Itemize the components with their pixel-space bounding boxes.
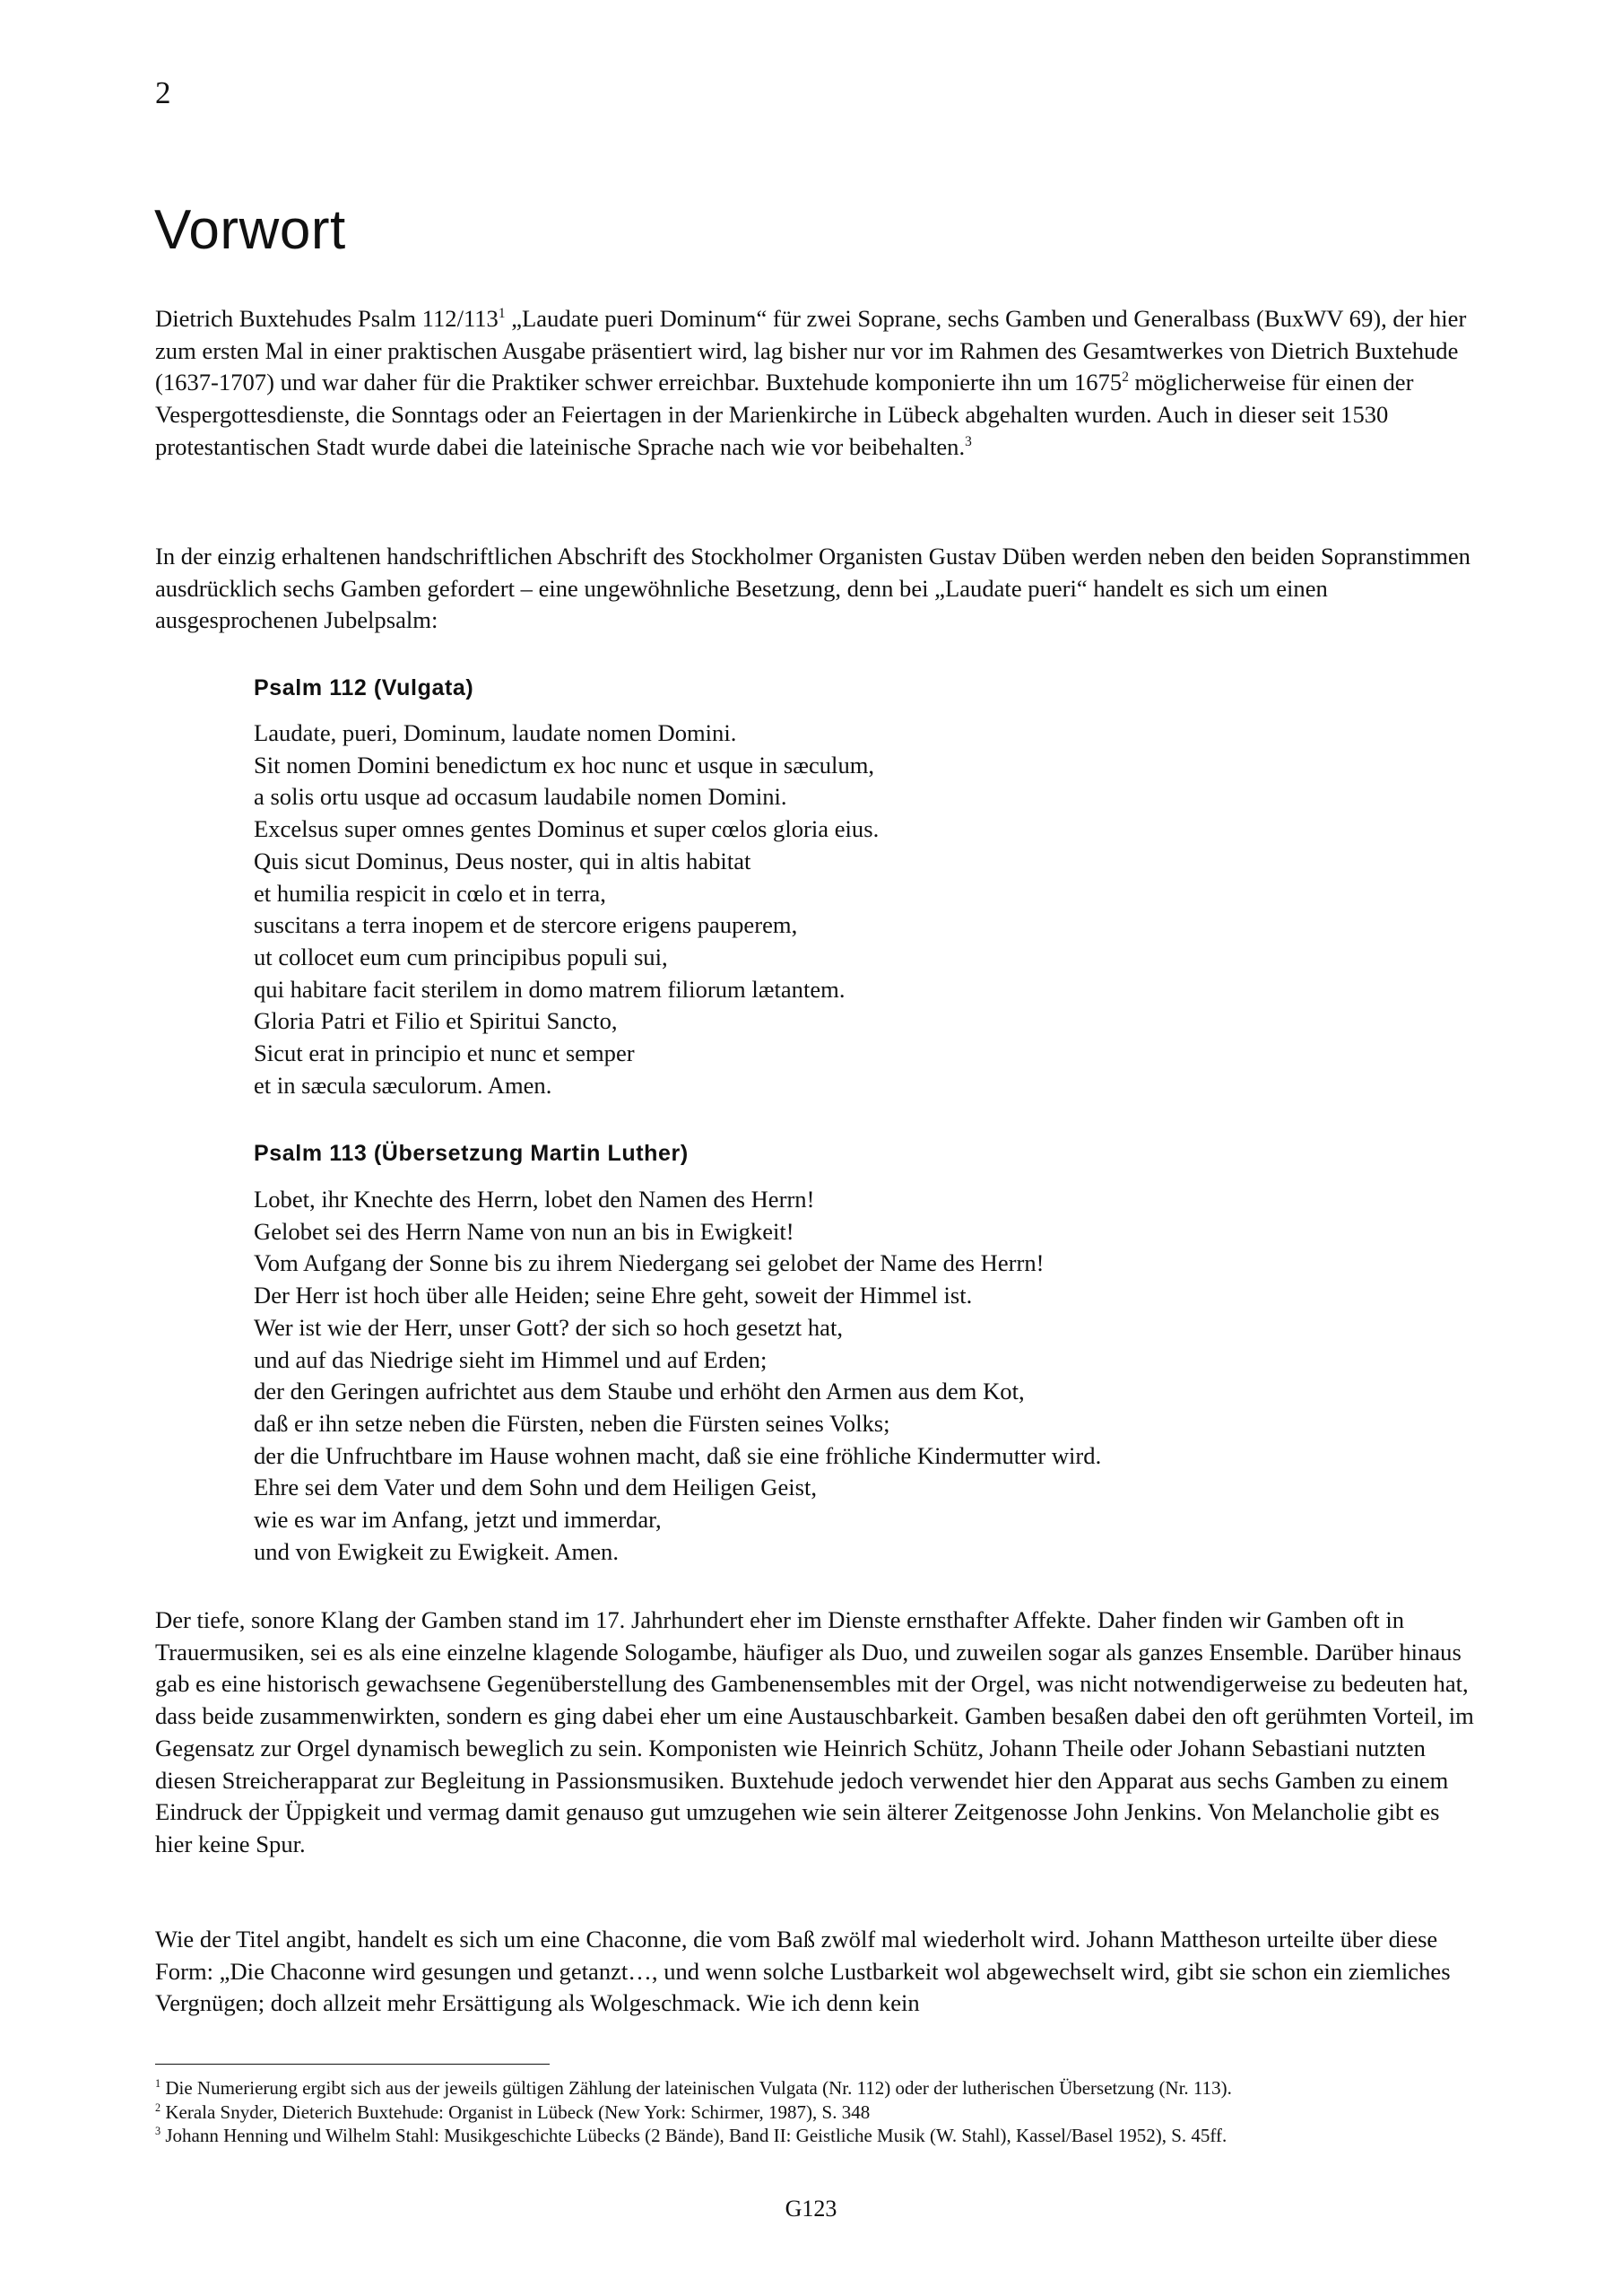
paragraph-gamben: Der tiefe, sonore Klang der Gamben stand im 17. Jahrhundert eher im Dienste ernsthafter Affekte. Daher finden wir Gamben oft in Trauermusiken, sei es als eine einzelne klagende Sologambe, häufiger als Duo, und zuweilen sogar als ganzes Ensemble. Darüber hinaus gab es eine historisch gewachsene Gegenüberstellung des Gambenensembles mit der Orgel, was nicht notwendigerweise zu bedeuten hat, dass beide zusammenwirkten, sondern es ging dabei eher um eine Austauschbarkeit. Gamben besaßen dabei den oft gerühmten Vorteil, im Gegensatz zur Orgel dynamisch beweglich zu sein. Komponisten wie Heinrich Schütz, Johann Theile oder Johann Sebastiani nutzten diesen Streicherapparat zur Begleitung in Passionsmusiken. Buxtehude jedoch verwendet hier den Apparat aus sechs Gamben zu einem Eindruck der Üppigkeit und vermag damit genauso gut umzugehen wie sein älterer Zeitgenosse John Jenkins. Von Melancholie gibt es hier keine Spur. [155,1606,1474,1857]
footnote-text: Kerala Snyder, Dieterich Buxtehude: Organist in Lübeck (New York: Schirmer, 1987), S. 348 [160,2100,871,2123]
verse-line: und auf das Niedrige sieht im Himmel und auf Erden; [254,1345,768,1373]
footnote-item [155,2076,1482,2100]
verse-line: ut collocet eum cum principibus populi sui, [254,943,668,970]
verse-line: Quis sicut Dominus, Deus noster, qui in altis habitat [254,847,751,874]
verse-line: Der Herr ist hoch über alle Heiden; seine Ehre geht, soweit der Himmel ist. [254,1282,973,1309]
publication-code: G123 [785,2196,837,2222]
verse-line: Wer ist wie der Herr, unser Gott? der sich so hoch gesetzt hat, [254,1313,843,1341]
footnote-ref-1: 1 [498,306,506,322]
paragraph-intro-part-3: möglicherweise für einen der Vespergottesdienste, die Sonntags oder an Feiertagen in der Marienkirche in Lübeck abgehalten wurden. Auch in dieser seit 1530 protestantischen Stadt wurde dabei die lateinische Sprache nach wie vor beibehalten. [155,369,1414,460]
psalm-112-heading: Psalm 112 (Vulgata) [254,675,474,700]
verse-line: der die Unfruchtbare im Hause wohnen macht, daß sie eine fröhliche Kindermutter wird. [254,1441,1102,1469]
page-title: Vorwort [154,199,346,261]
paragraph-intro [155,303,1482,464]
footnote-ref-3: 3 [965,433,972,449]
footnotes [155,2076,1482,2148]
verse-line: daß er ihn setze neben die Fürsten, neben die Fürsten seines Volks; [254,1409,890,1437]
verse-line: et humilia respicit in cœlo et in terra, [254,879,606,907]
psalm-113-heading: Psalm 113 (Übersetzung Martin Luther) [254,1141,689,1166]
footnote-item [155,2124,1482,2148]
verse-line: qui habitare facit sterilem in domo matrem filiorum lætantem. [254,975,846,1003]
verse-line: Lobet, ihr Knechte des Herrn, lobet den Namen des Herrn! [254,1186,815,1213]
verse-line: Laudate, pueri, Dominum, laudate nomen Domini. [254,719,737,746]
footnote-divider [155,2064,550,2065]
verse-line: Vom Aufgang der Sonne bis zu ihrem Niedergang sei gelobet der Name des Herrn! [254,1249,1045,1277]
psalm-113-text [254,1184,1101,1568]
psalm-112-text [254,718,879,1101]
paragraph-intro-part-2: „Laudate pueri Dominum“ für zwei Soprane, sechs Gamben und Generalbass (BuxWV 69), der hier zum ersten Mal in einer praktischen Ausgabe präsentiert wird, lag bisher nur vor im Rahmen des Gesamtwerkes von Dietrich Buxtehude (1637-1707) und war daher für die Praktiker schwer erreichbar. Buxtehude komponierte ihn um 1675 [155,305,1467,396]
footnote-mark: 2 [155,2100,161,2114]
footnote-text: Die Numerierung ergibt sich aus der jeweils gültigen Zählung der lateinischen Vulgata (Nr. 112) oder der lutherischen Übersetzung (Nr. 113). [160,2077,1232,2099]
verse-line: Sicut erat in principio et nunc et semper [254,1039,635,1067]
verse-line: et in sæcula sæculorum. Amen. [254,1071,552,1099]
verse-line: Excelsus super omnes gentes Dominus et super cœlos gloria eius. [254,815,880,843]
verse-line: a solis ortu usque ad occasum laudabile nomen Domini. [254,783,787,811]
page-number: 2 [155,75,171,110]
verse-line: und von Ewigkeit zu Ewigkeit. Amen. [254,1537,619,1565]
footnote-mark: 3 [155,2125,161,2137]
verse-line: Gloria Patri et Filio et Spiritui Sancto, [254,1007,618,1035]
verse-line: wie es war im Anfang, jetzt und immerdar, [254,1506,662,1534]
verse-line: Ehre sei dem Vater und dem Sohn und dem Heiligen Geist, [254,1474,818,1501]
verse-line: der den Geringen aufrichtet aus dem Staube und erhöht den Armen aus dem Kot, [254,1378,1025,1405]
footnote-ref-2: 2 [1122,370,1129,386]
paragraph-scoring: In der einzig erhaltenen handschriftlichen Abschrift des Stockholmer Organisten Gustav Düben werden neben den beiden Sopranstimmen ausdrücklich sechs Gamben gefordert – eine ungewöhnliche Besetzung, denn bei „Laudate pueri“ handelt es sich um einen ausgesprochenen Jubelpsalm: [155,543,1470,634]
verse-line: Sit nomen Domini benedictum ex hoc nunc et usque in sæculum, [254,751,875,778]
paragraph-intro-part-1: Dietrich Buxtehudes Psalm 112/113 [155,305,499,332]
paragraph-chaconne: Wie der Titel angibt, handelt es sich um eine Chaconne, die vom Baß zwölf mal wiederholt wird. Johann Mattheson urteilte über diese Form: „Die Chaconne wird gesungen und getanzt…, und wenn solche Lustbarkeit wol abgewechselt wird, gibt sie schon ein ziemliches Vergnügen; doch allzeit mehr Ersättigung als Wolgeschmack. Wie ich denn kein [155,1926,1451,2017]
verse-line: suscitans a terra inopem et de stercore erigens pauperem, [254,911,798,939]
footnote-item [155,2100,1482,2125]
footnote-mark: 1 [155,2077,161,2090]
footnote-text: Johann Henning und Wilhelm Stahl: Musikgeschichte Lübecks (2 Bände), Band II: Geistliche Musik (W. Stahl), Kassel/Basel 1952), S. 45ff. [160,2125,1227,2146]
verse-line: Gelobet sei des Herrn Name von nun an bis in Ewigkeit! [254,1217,794,1245]
